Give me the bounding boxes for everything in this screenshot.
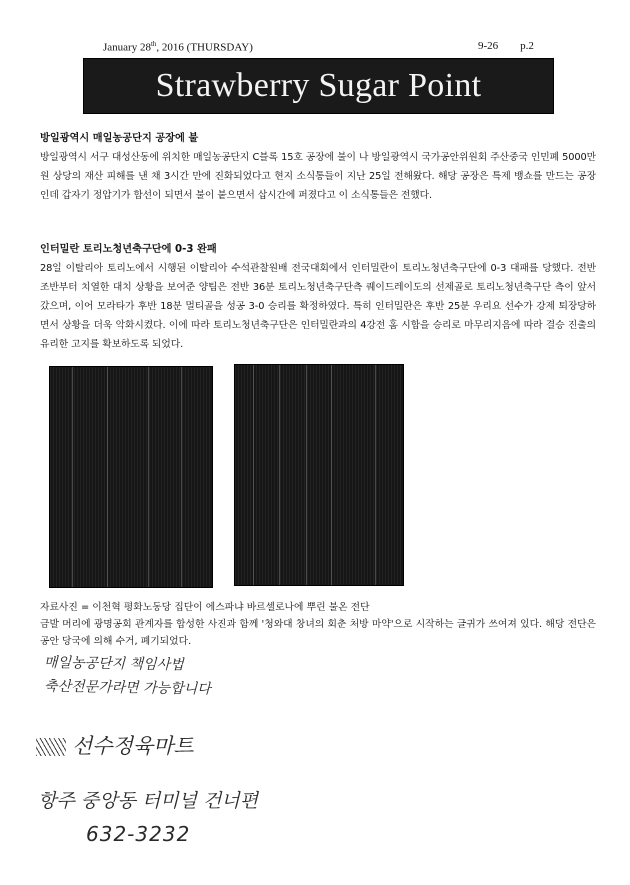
article-factory-fire: [40, 129, 596, 205]
article-body: 28일 이탈리아 토리노에서 시행된 이탈리아 수석관찰원배 전국대회에서 인터밀란이 토리노청년축구단에 0-3 대패를 당했다. 전반 조반부터 치열한 대치 상황을 보여준 양팀은 전반 36분 토리노청년축구단측 퀘이드레이도의 선제골로 토리노청년축구단 측이 앞서갔으며, 이어 모라타가 후반 18분 멀티골을 성공 3-0 승리를 확정하였다. 특히 인터밀란은 후반 25분 우리요 선수가 강제 퇴장당하면서 상황을 더욱 악화시켰다. 이에 따라 토리노청년축구단은 인터밀란과의 4강전 홈 시합을 승리로 마무리지음에 따라 결승 진출의 유리한 고지를 확보하도록 되었다.: [40, 263, 596, 350]
leaflet-photo-right: [234, 364, 404, 586]
article-football: [40, 240, 596, 354]
scribble-mark: [36, 738, 66, 756]
handwritten-note-line-1: 매일농공단지 책임사법: [43, 654, 184, 674]
handwritten-shop-name: 선수정육마트: [36, 730, 194, 760]
page-number: p.2: [520, 40, 534, 52]
handwritten-phone: 632-3232: [86, 822, 191, 846]
date-ordinal: th: [150, 40, 157, 48]
photo-caption: [40, 599, 596, 650]
issue-number: [478, 40, 534, 52]
masthead-title: Strawberry Sugar Point: [155, 67, 482, 104]
handwritten-note-line-2: 축산전문가라면 가능합니다: [43, 678, 211, 698]
article-body: 방일광역시 서구 대성산동에 위치한 매일농공단지 C블록 15호 공장에 불이 나 방일광역시 국가공안위원회 주산중국 인민폐 5000만원 상당의 재산 피해를 낸 채 3시간 만에 진화되었다고 현지 소식통들이 지난 25일 전해왔다. 해당 공장은 특제 뱅쇼를 만드는 공장인데 갑자기 정압기가 합선이 되면서 불이 붙으면서 삽시간에 퍼졌다고 이 소식통들은 전했다.: [40, 152, 596, 201]
caption-line-1: 자료사진 = 이천혁 평화노동당 집단이 에스파냐 바르셀로나에 뿌린 불온 전단: [40, 602, 370, 613]
issue-code: 9-26: [478, 40, 499, 52]
issue-date: January 28th, 2016 (THURSDAY): [103, 40, 253, 54]
handwritten-address: 항주 중앙동 터미널 건너편: [38, 790, 259, 812]
caption-line-2: 금발 머리에 광명공회 관계자를 합성한 사진과 함께 '청와대 창녀의 회춘 처방 마약'으로 시작하는 글귀가 쓰여져 있다. 해당 전단은 공안 당국에 의해 수거, 폐기되었다.: [40, 619, 596, 647]
leaflet-photo-left: [49, 366, 213, 588]
article-headline: 인터밀란 토리노청년축구단에 0-3 완패: [40, 244, 217, 255]
article-headline: 방일광역시 매일농공단지 공장에 불: [40, 133, 199, 144]
masthead-banner: [83, 58, 554, 114]
